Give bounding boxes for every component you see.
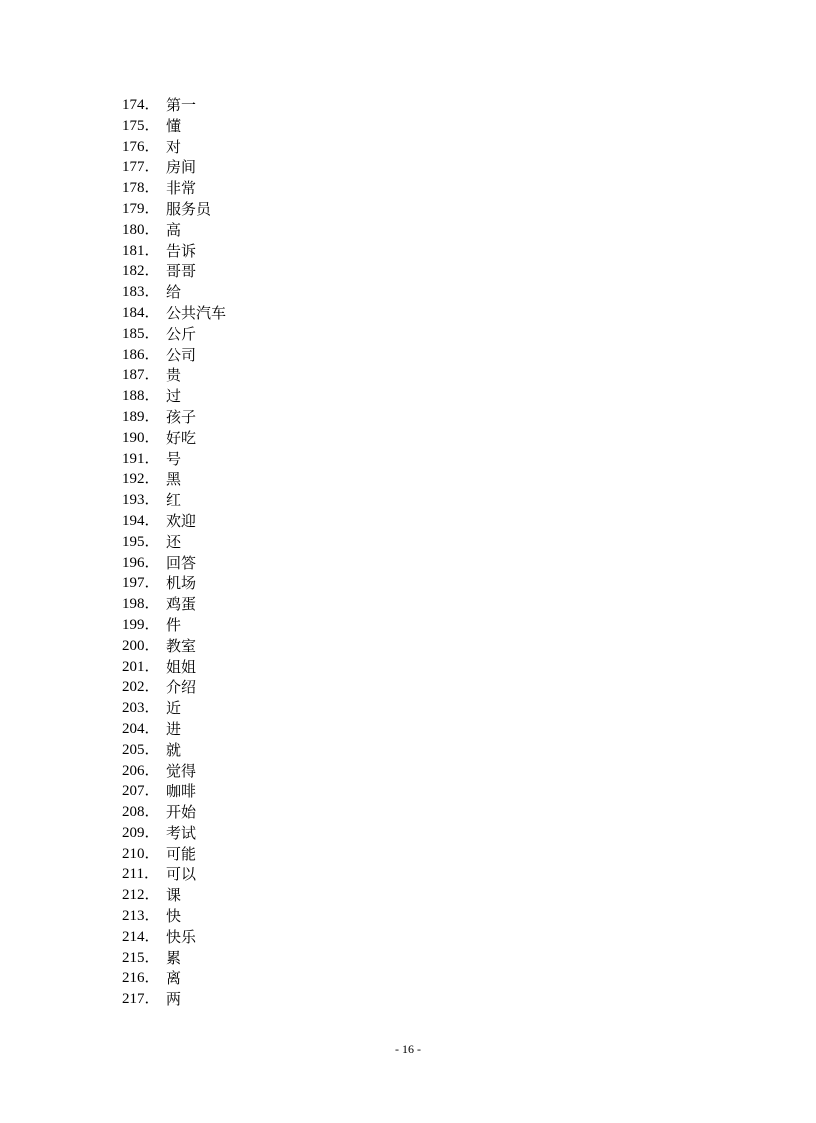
item-word: 鸡蛋 [166,595,197,614]
item-word: 公司 [166,345,197,364]
list-item [122,261,226,282]
item-number: 203． [122,700,160,717]
list-item [122,636,226,657]
list-item [122,844,226,865]
item-word: 姐姐 [166,657,197,676]
item-word: 哥哥 [166,262,197,281]
list-item [122,927,226,948]
list-item [122,989,226,1010]
list-item [122,740,226,761]
list-item [122,761,226,782]
item-number: 210． [122,845,160,862]
item-word: 进 [166,719,182,738]
item-number: 175． [122,117,160,134]
item-number: 177． [122,159,160,176]
list-item [122,116,226,137]
item-number: 214． [122,928,160,945]
item-number: 216． [122,970,160,987]
list-item [122,157,226,178]
item-word: 非常 [166,179,197,198]
item-word: 懂 [166,116,182,135]
item-number: 190． [122,429,160,446]
item-number: 204． [122,720,160,737]
item-word: 贵 [166,366,182,385]
item-number: 201． [122,658,160,675]
item-number: 194． [122,512,160,529]
list-item [122,282,226,303]
item-number: 209． [122,824,160,841]
list-item [122,241,226,262]
item-word: 过 [166,387,182,406]
list-item [122,698,226,719]
item-number: 195． [122,533,160,550]
list-item [122,95,226,116]
list-item [122,324,226,345]
list-item [122,407,226,428]
list-item [122,428,226,449]
item-word: 公共汽车 [166,303,227,322]
item-word: 快乐 [166,927,197,946]
list-item [122,178,226,199]
item-number: 199． [122,616,160,633]
item-word: 离 [166,969,182,988]
list-item [122,906,226,927]
list-item [122,615,226,636]
list-item [122,137,226,158]
item-number: 180． [122,221,160,238]
list-item [122,657,226,678]
item-word: 就 [166,740,182,759]
item-number: 198． [122,596,160,613]
item-number: 187． [122,367,160,384]
list-item [122,885,226,906]
list-item [122,823,226,844]
item-number: 207． [122,783,160,800]
item-word: 还 [166,532,182,551]
item-number: 184． [122,304,160,321]
item-word: 考试 [166,823,197,842]
item-word: 公斤 [166,324,197,343]
list-item [122,532,226,553]
item-word: 服务员 [166,199,212,218]
list-item [122,573,226,594]
list-item [122,802,226,823]
item-word: 对 [166,137,182,156]
item-number: 208． [122,804,160,821]
item-word: 第一 [166,96,197,114]
item-number: 182． [122,263,160,280]
item-word: 可以 [166,865,197,884]
item-number: 206． [122,762,160,779]
item-word: 开始 [166,803,197,822]
list-item [122,303,226,324]
list-item [122,511,226,532]
item-word: 号 [166,449,182,468]
item-word: 近 [166,699,182,718]
item-word: 觉得 [166,761,197,780]
item-word: 快 [166,907,182,926]
item-number: 176． [122,138,160,155]
item-number: 200． [122,637,160,654]
item-number: 179． [122,200,160,217]
item-number: 181． [122,242,160,259]
page-number: - 16 - [395,1042,421,1056]
item-number: 211． [122,866,159,883]
item-word: 红 [166,491,182,510]
list-item [122,677,226,698]
item-word: 房间 [166,158,197,177]
list-item [122,594,226,615]
list-item [122,220,226,241]
item-word: 高 [166,220,182,239]
item-number: 212． [122,887,160,904]
item-word: 咖啡 [166,782,197,801]
list-item [122,781,226,802]
list-item [122,719,226,740]
item-word: 累 [166,948,182,967]
item-number: 192． [122,471,160,488]
item-word: 欢迎 [166,511,197,530]
list-item [122,199,226,220]
item-word: 可能 [166,844,197,863]
item-word: 件 [166,615,182,634]
list-item [122,469,226,490]
item-number: 186． [122,346,160,363]
item-word: 介绍 [166,678,197,697]
item-number: 217． [122,991,160,1008]
item-number: 202． [122,679,160,696]
item-number: 196． [122,554,160,571]
item-word: 教室 [166,636,197,655]
list-item [122,345,226,366]
item-number: 197． [122,575,160,592]
item-word: 课 [166,886,182,905]
list-item [122,968,226,989]
item-number: 185． [122,325,160,342]
list-item [122,365,226,386]
item-number: 188． [122,388,160,405]
item-word: 黑 [166,470,182,489]
item-number: 205． [122,741,160,758]
item-word: 回答 [166,553,197,572]
item-word: 机场 [166,574,197,593]
item-number: 178． [122,180,160,197]
item-number: 174． [122,97,160,113]
item-word: 好吃 [166,428,197,447]
item-number: 213． [122,908,160,925]
item-number: 215． [122,949,160,966]
item-number: 193． [122,492,160,509]
item-word: 两 [166,990,182,1009]
vocabulary-list [122,95,226,1010]
list-item [122,449,226,470]
item-number: 183． [122,284,160,301]
item-number: 191． [122,450,160,467]
item-number: 189． [122,408,160,425]
list-item [122,553,226,574]
list-item [122,386,226,407]
list-item [122,864,226,885]
item-word: 孩子 [166,407,197,426]
item-word: 告诉 [166,241,197,260]
list-item [122,490,226,511]
list-item [122,948,226,969]
item-word: 给 [166,283,182,302]
